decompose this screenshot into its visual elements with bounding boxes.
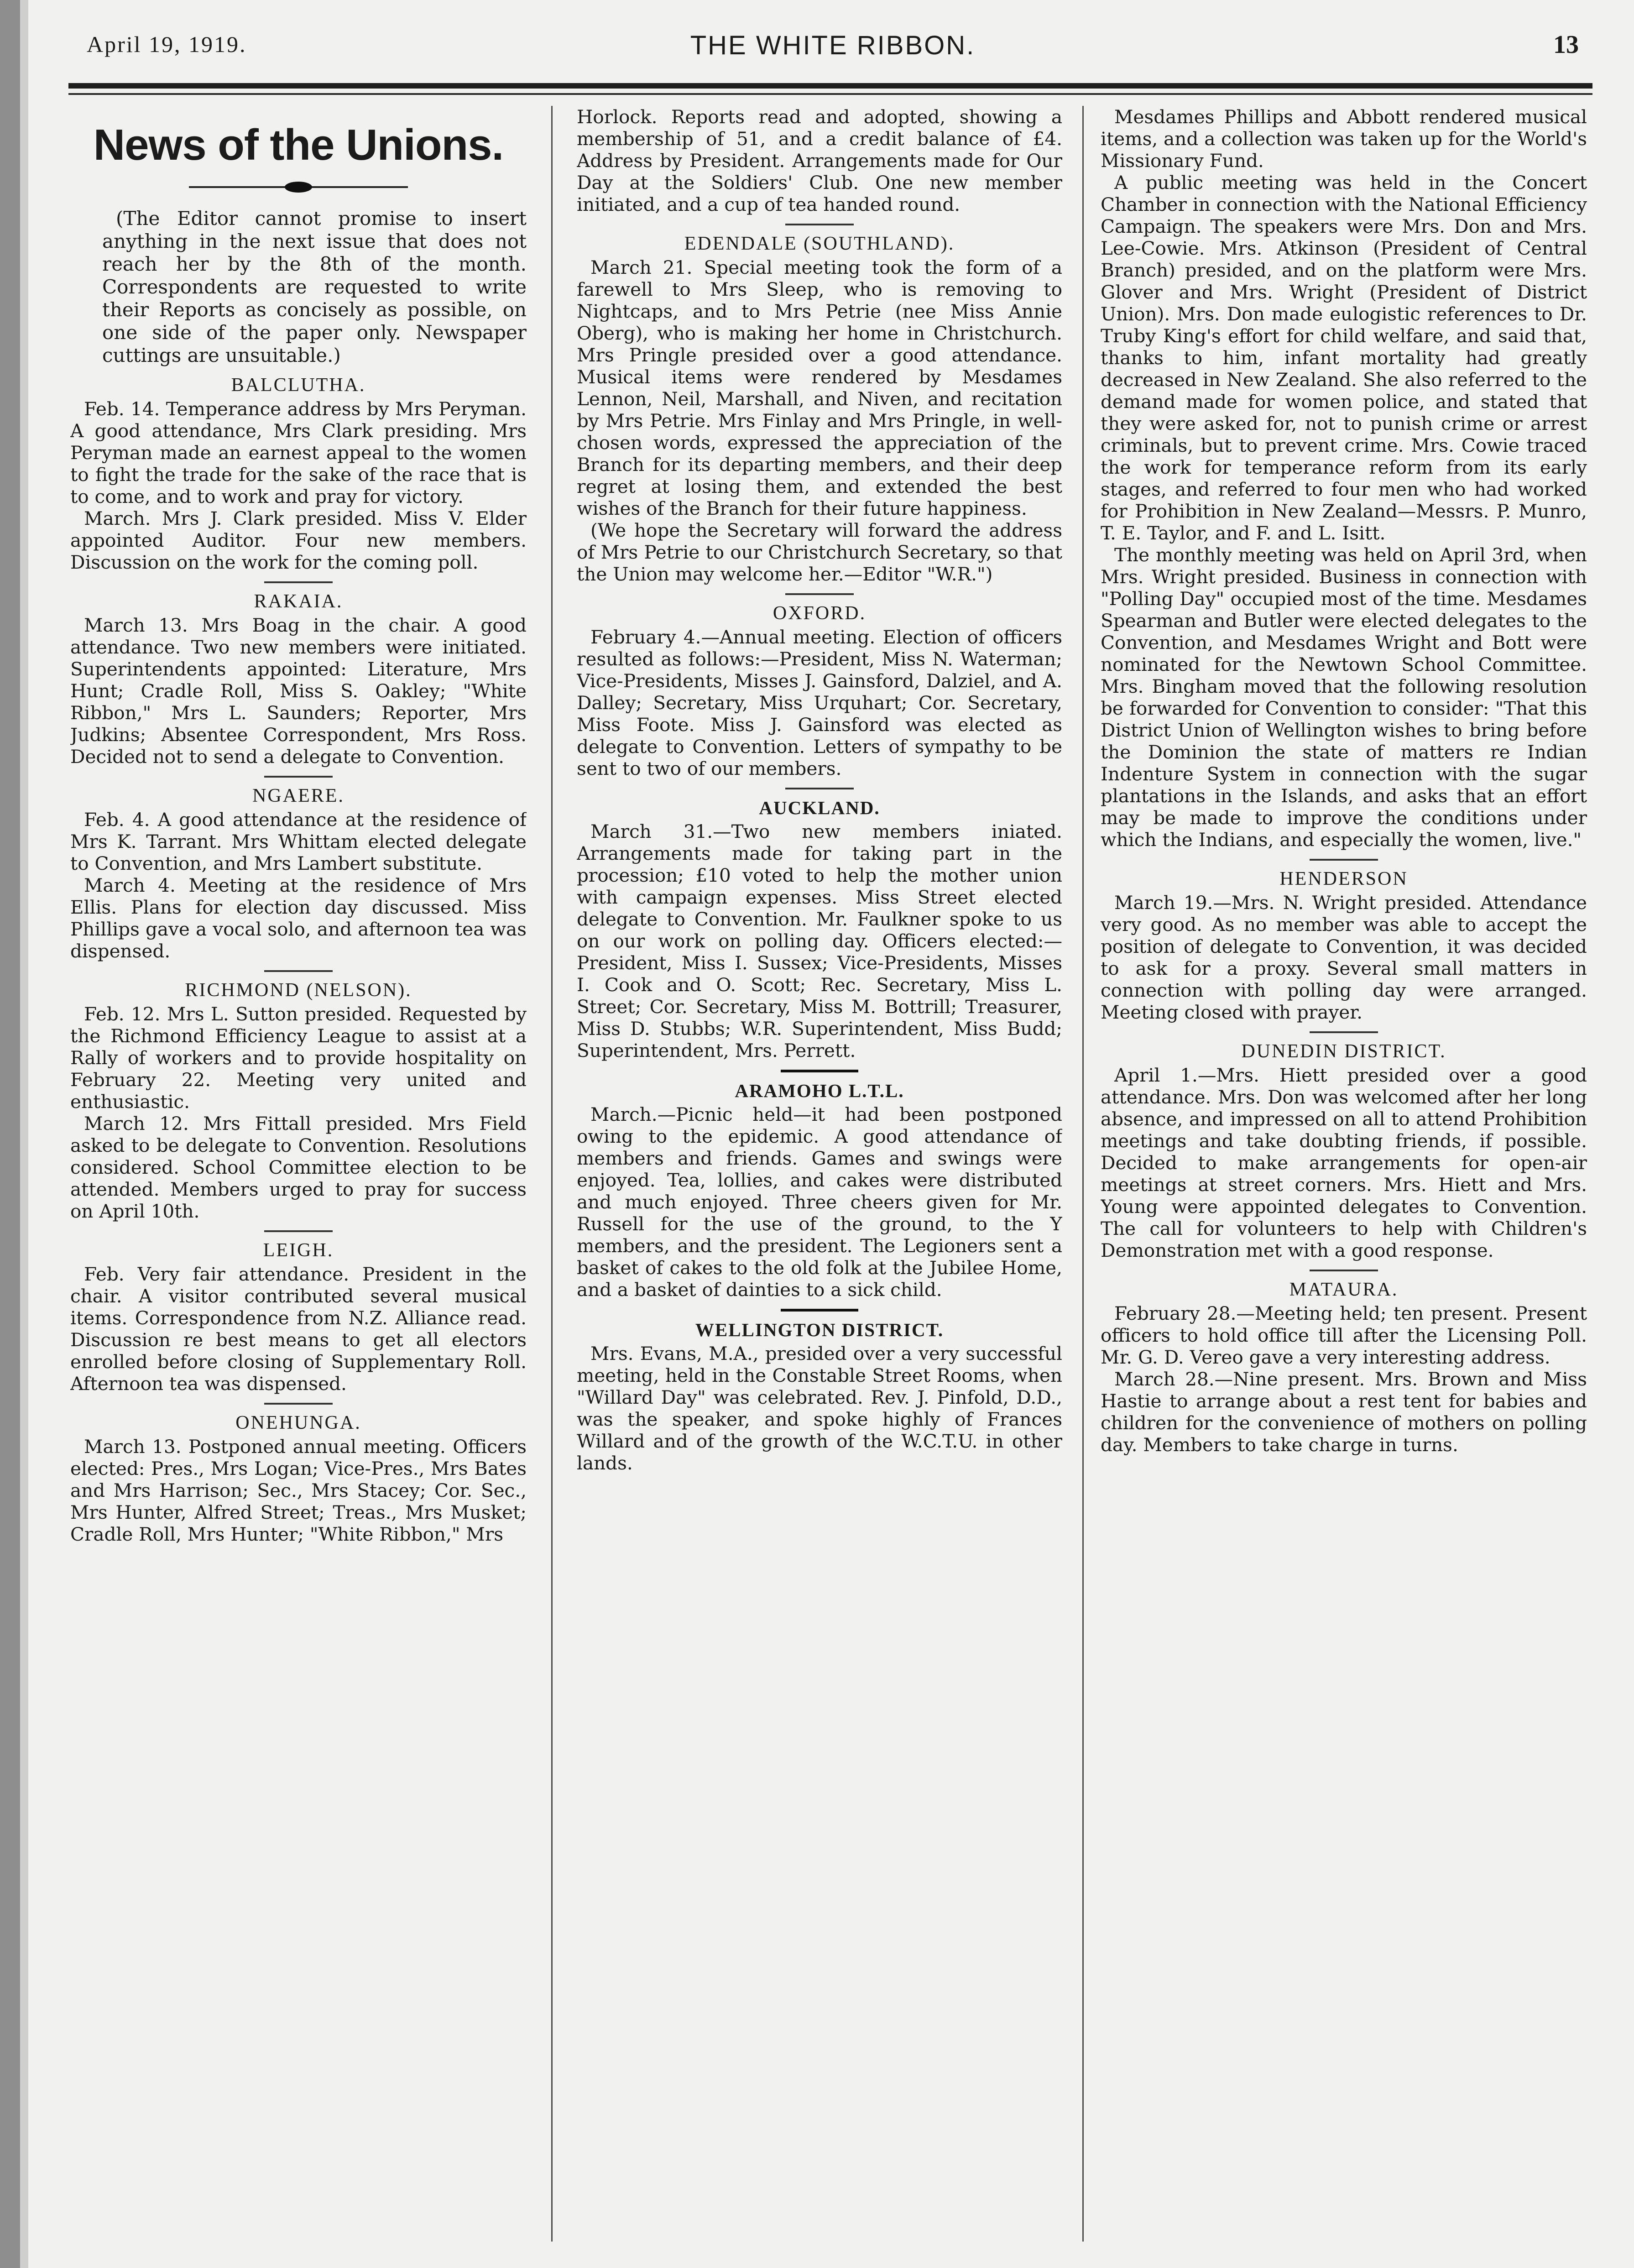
column-1 — [70, 106, 527, 2246]
section-divider — [1310, 1270, 1378, 1271]
union-heading: HENDERSON — [1279, 868, 1408, 889]
report-paragraph: March 21. Special meeting took the form of a farewell to Mrs Sleep, who is removing to Nightcaps, and to Mrs Petrie (nee Miss Annie Oberg), who is making her home in Christchurch. Mrs Pringle presided over a good attendance. Musical items were rendered by Mesdames Lennon, Neil, Marshall, and Niven, and recitation by Mrs Petrie. Mrs Finlay and Mrs Pringle, in well-chosen words, expressed the appreciation of the Branch for its departing members, and their deep regret at losing them, and extended the best wishes of the Branch for their future happiness. — [577, 256, 1062, 519]
section-divider — [785, 788, 854, 789]
section-divider — [264, 1230, 333, 1232]
report-paragraph: March.—Picnic held—it had been postponed owing to the epidemic. A good attendance of members and friends. Games and swings were enjoyed. Tea, lollies, and cakes were distributed and much enjoyed. Three cheers given for Mr. Russell for the use of the ground, to the Y members, and the president. The Legioners sent a basket of cakes to the old folk at the Jubilee Home, and a basket of dainties to a sick child. — [577, 1103, 1062, 1301]
section-masthead: News of the Unions. — [93, 120, 504, 169]
header-rule-thick — [68, 83, 1592, 89]
union-heading: DUNEDIN DISTRICT. — [1241, 1041, 1446, 1062]
masthead-ornament — [189, 180, 408, 193]
report-paragraph: Mesdames Phillips and Abbott rendered musical items, and a collection was taken up for the World's Missionary Fund. — [1101, 106, 1587, 172]
column-3 — [1101, 106, 1587, 2246]
section-divider — [785, 224, 854, 225]
section-divider — [1310, 859, 1378, 861]
report-paragraph: Feb. 4. A good attendance at the residence of Mrs K. Tarrant. Mrs Whittam elected delegate to Convention, and Mrs Lambert substitute. — [70, 809, 527, 874]
column-divider — [551, 106, 553, 2242]
union-heading: BALCLUTHA. — [231, 375, 366, 396]
union-heading: AUCKLAND. — [759, 797, 880, 818]
section-divider — [264, 970, 333, 972]
header-rule-thin — [68, 93, 1592, 95]
section-divider — [264, 581, 333, 583]
union-heading: ONEHUNGA. — [235, 1412, 361, 1433]
report-paragraph: March. Mrs J. Clark presided. Miss V. Elder appointed Auditor. Four new members. Discussion on the work for the coming poll. — [70, 507, 527, 573]
binding-edge — [0, 0, 20, 2268]
union-heading: OXFORD. — [773, 603, 867, 624]
union-heading: LEIGH. — [263, 1240, 334, 1261]
section-divider — [264, 776, 333, 778]
editor-note: (The Editor cannot promise to insert anything in the next issue that does not reach her by the 8th of the month. Correspondents are requested to write their Reports as concisely as possible, on one side of the paper only. Newspaper cuttings are unsuitable.) — [102, 207, 527, 366]
report-paragraph: Feb. Very fair attendance. President in the chair. A visitor contributed several musical items. Correspondence from N.Z. Alliance read. Discussion re best means to get all electors enrolled before closing of Supplementary Roll. Afternoon tea was dispensed. — [70, 1263, 527, 1395]
report-paragraph: March 13. Postponed annual meeting. Officers elected: Pres., Mrs Logan; Vice-Pres., Mrs Bates and Mrs Harrison; Sec., Mrs Stacey; Cor. Sec., Mrs Hunter, Alfred Street; Treas., Mrs Musket; Cradle Roll, Mrs Hunter; "White Ribbon," Mrs — [70, 1436, 527, 1545]
report-paragraph: February 4.—Annual meeting. Election of officers resulted as follows:—President, Miss N. Waterman; Vice-Presidents, Misses J. Gainsford, Dalziel, and A. Dalley; Secretary, Miss Urquhart; Cor. Secretary, Miss Foote. Miss J. Gainsford was elected as delegate to Convention. Letters of sympathy to be sent to two of our members. — [577, 626, 1062, 779]
report-paragraph: March 28.—Nine present. Mrs. Brown and Miss Hastie to arrange about a rest tent for babies and children for the convenience of mothers on polling day. Members to take charge in turns. — [1101, 1368, 1587, 1456]
report-paragraph: Horlock. Reports read and adopted, showing a membership of 51, and a credit balance of £4. Address by President. Arrangements made for Our Day at the Soldiers' Club. One new member initiated, and a cup of tea handed round. — [577, 106, 1062, 215]
section-divider — [1310, 1031, 1378, 1033]
column-divider — [1082, 106, 1084, 2242]
report-paragraph: A public meeting was held in the Concert Chamber in connection with the National Efficiency Campaign. The speakers were Mrs. Don and Mrs. Lee-Cowie. Mrs. Atkinson (President of Central Branch) presided, and on the platform were Mrs. Glover and Mrs. Wright (President of District Union). Mrs. Don made eulogistic references to Dr. Truby King's effort for child welfare, and said that, thanks to him, infant mortality had greatly decreased in New Zealand. She also referred to the demand made for women police, and stated that they were asked for, not to punish crime or arrest criminals, but to prevent crime. Mrs. Cowie traced the work for temperance reform from its early stages, and referred to four men who had worked for Prohibition in New Zealand—Messrs. P. Munro, T. E. Taylor, and F. and L. Isitt. — [1101, 172, 1587, 544]
report-paragraph: April 1.—Mrs. Hiett presided over a good attendance. Mrs. Don was welcomed after her long absence, and impressed on all to attend Prohibition meetings and take doubting friends, if possible. Decided to make arrangements for open-air meetings at street corners. Mrs. Hiett and Mrs. Young were appointed delegates to Convention. The call for volunteers to help with Children's Demonstration met with a good response. — [1101, 1064, 1587, 1261]
union-heading: RAKAIA. — [254, 591, 343, 612]
column-2 — [577, 106, 1062, 2246]
report-paragraph: Mrs. Evans, M.A., presided over a very successful meeting, held in the Constable Street Rooms, when "Willard Day" was celebrated. Rev. J. Pinfold, D.D., was the speaker, and spoke highly of Frances Willard and of the growth of the W.C.T.U. in other lands. — [577, 1343, 1062, 1474]
union-heading: WELLINGTON DISTRICT. — [695, 1319, 944, 1340]
union-heading: MATAURA. — [1289, 1279, 1399, 1300]
report-paragraph: March 31.—Two new members iniated. Arrangements made for taking part in the procession; £10 voted to help the mother union with campaign expenses. Miss Street elected delegate to Convention. Mr. Faulkner spoke to us on our work on polling day. Officers elected:—President, Miss I. Sussex; Vice-Presidents, Misses I. Cook and O. Scott; Rec. Secretary, Miss L. Street; Cor. Secretary, Miss M. Bottrill; Treasurer, Miss D. Stubbs; W.R. Superintendent, Miss Budd; Superintendent, Mrs. Perrett. — [577, 820, 1062, 1061]
report-paragraph: March 4. Meeting at the residence of Mrs Ellis. Plans for election day discussed. Miss Phillips gave a vocal solo, and afternoon tea was dispensed. — [70, 874, 527, 962]
issue-date: April 19, 1919. — [87, 31, 247, 57]
union-heading: EDENDALE (SOUTHLAND). — [684, 233, 955, 254]
report-paragraph: March 13. Mrs Boag in the chair. A good attendance. Two new members were initiated. Superintendents appointed: Literature, Mrs Hunt; Cradle Roll, Miss S. Oakley; "White Ribbon," Mrs L. Saunders; Reporter, Mrs Judkins; Absentee Correspondent, Mrs Ross. Decided not to send a delegate to Convention. — [70, 614, 527, 768]
report-paragraph: Feb. 14. Temperance address by Mrs Peryman. A good attendance, Mrs Clark presiding. Mrs Peryman made an earnest appeal to the women to fight the trade for the sake of the race that is to come, and to work and pray for victory. — [70, 398, 527, 507]
union-heading: RICHMOND (NELSON). — [185, 980, 412, 1001]
section-divider — [785, 593, 854, 595]
report-paragraph: March 19.—Mrs. N. Wright presided. Attendance very good. As no member was able to accept the position of delegate to Convention, it was decided to ask for a proxy. Several small matters in connection with polling day were arranged. Meeting closed with prayer. — [1101, 892, 1587, 1023]
section-divider — [781, 1309, 858, 1312]
report-paragraph: March 12. Mrs Fittall presided. Mrs Field asked to be delegate to Convention. Resolutions considered. School Committee election to be attended. Members urged to pray for success on April 10th. — [70, 1113, 527, 1222]
union-heading: NGAERE. — [252, 785, 345, 806]
publication-title: THE WHITE RIBBON. — [690, 31, 976, 60]
report-paragraph: (We hope the Secretary will forward the address of Mrs Petrie to our Christchurch Secretary, so that the Union may welcome her.—Editor "W.R.") — [577, 519, 1062, 585]
running-head — [87, 27, 1579, 68]
report-paragraph: Feb. 12. Mrs L. Sutton presided. Requested by the Richmond Efficiency League to assist at a Rally of workers and to provide hospitality on February 22. Meeting very united and enthusiastic. — [70, 1003, 527, 1113]
report-paragraph: February 28.—Meeting held; ten present. Present officers to hold office till after the Licensing Poll. Mr. G. D. Vereo gave a very interesting address. — [1101, 1302, 1587, 1368]
section-divider — [781, 1070, 858, 1072]
page-number: 13 — [1553, 31, 1579, 59]
binding-shadow — [20, 0, 28, 2268]
report-paragraph: The monthly meeting was held on April 3rd, when Mrs. Wright presided. Business in connection with "Polling Day" occupied most of the time. Mesdames Spearman and Butler were elected delegates to the Convention, and Mesdames Wright and Bott were nominated for the Newtown School Committee. Mrs. Bingham moved that the following resolution be forwarded for Convention to consider: "That this District Union of Wellington wishes to bring before the Dominion the state of matters re Indian Indenture System in connection with the sugar plantations in the Islands, and asks that an effort may be made to improve the conditions under which the Indians, and especially the women, live." — [1101, 544, 1587, 851]
union-heading: ARAMOHO L.T.L. — [735, 1080, 904, 1101]
section-divider — [264, 1403, 333, 1405]
